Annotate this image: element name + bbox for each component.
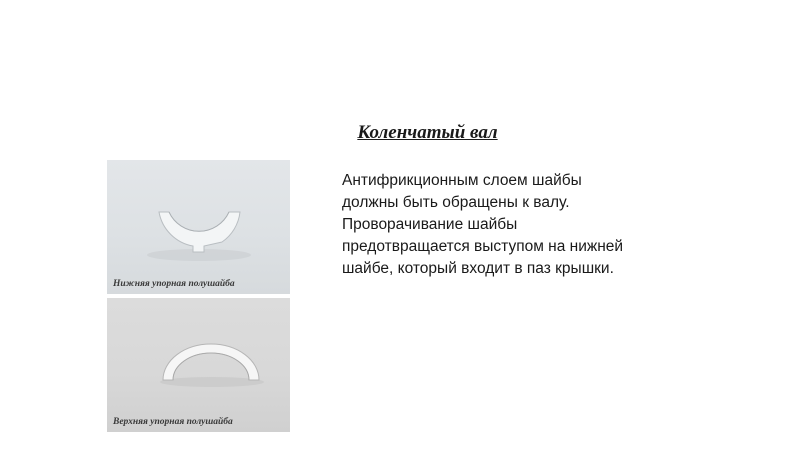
page-title: Коленчатый вал (357, 122, 498, 143)
description-line: шайбе, который входит в паз крышки. (342, 260, 614, 277)
lower-thrust-washer-photo (107, 160, 290, 294)
lower-thrust-washer-illustration (107, 160, 290, 294)
description-line: Антифрикционным слоем шайбы (342, 172, 582, 189)
description-text (342, 170, 682, 280)
upper-thrust-washer-photo (107, 298, 290, 432)
upper-thrust-washer-illustration (107, 298, 290, 432)
lower-thrust-washer-caption: Нижняя упорная полушайба (113, 279, 235, 289)
description-line: предотвращается выступом на нижней (342, 238, 624, 255)
description-line: Проворачивание шайбы (342, 216, 518, 233)
upper-thrust-washer-caption: Верхняя упорная полушайба (113, 417, 233, 427)
description-line: должны быть обращены к валу. (342, 194, 570, 211)
